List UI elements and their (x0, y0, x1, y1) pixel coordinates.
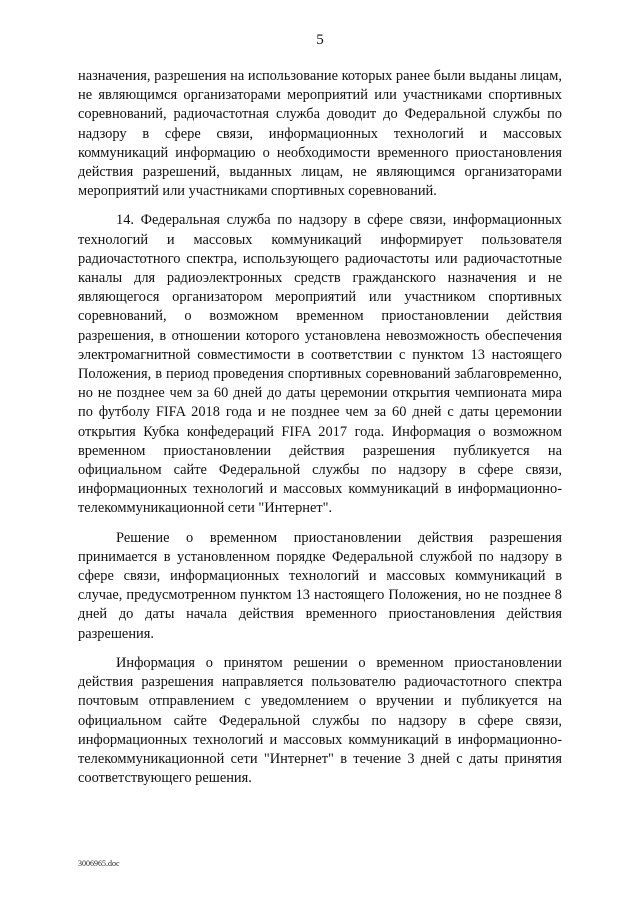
paragraph-continued: назначения, разрешения на использование которых ранее были выданы лицам, не являющимся организаторами мероприятий или участниками спортивных соревнований, радиочастотная служба доводит до Федеральной службы по надзору в сфере связи, информационных технологий и массовых коммуникаций информацию о необходимости временного приостановления действия разрешений, выданных лицам, не являющимся организаторами мероприятий или участниками спортивных соревнований. (78, 68, 562, 200)
paragraph-suspension-decision: Решение о временном приостановлении действия разрешения принимается в установленном порядке Федеральной службой по надзору в сфере связи, информационных технологий и массовых коммуникаций в случае, предусмотренном пунктом 13 настоящего Положения, но не позднее 8 дней до даты начала действия временного приостановления действия разрешения. (78, 529, 562, 642)
document-body (78, 67, 562, 798)
page-number: 5 (316, 32, 324, 48)
paragraph-item-14: 14. Федеральная служба по надзору в сфере связи, информационных технологий и массовых коммуникаций информирует пользователя радиочастотного спектра, использующего радиочастоты или радиочастотные каналы для радиоэлектронных средств гражданского назначения и не являющегося организатором мероприятий или участником спортивных соревнований, о возможном временном приостановлении действия разрешения, в отношении которого установлена невозможность обеспечения электромагнитной совместимости в соответствии с пунктом 13 настоящего Положения, в период проведения спортивных соревнований заблаговременно, но не позднее чем за 60 дней до даты церемонии открытия чемпионата мира по футболу FIFA 2018 года и не позднее чем за 60 дней с даты церемонии открытия Кубка конфедераций FIFA 2017 года. Информация о возможном временном приостановлении действия разрешения публикуется на официальном сайте Федеральной службы по надзору в сфере связи, информационных технологий и массовых коммуникаций в информационно-телекоммуникационной сети "Интернет". (78, 212, 562, 517)
paragraph-decision-notice: Информация о принятом решении о временном приостановлении действия разрешения направляется пользователю радиочастотного спектра почтовым отправлением с уведомлением о вручении и публикуется на официальном сайте Федеральной службы по надзору в сфере связи, информационных технологий и массовых коммуникаций в информационно-телекоммуникационной сети "Интернет" в течение 3 дней с даты принятия соответствующего решения. (78, 654, 562, 787)
footer-doc-id: 3006965.doc (78, 859, 120, 868)
